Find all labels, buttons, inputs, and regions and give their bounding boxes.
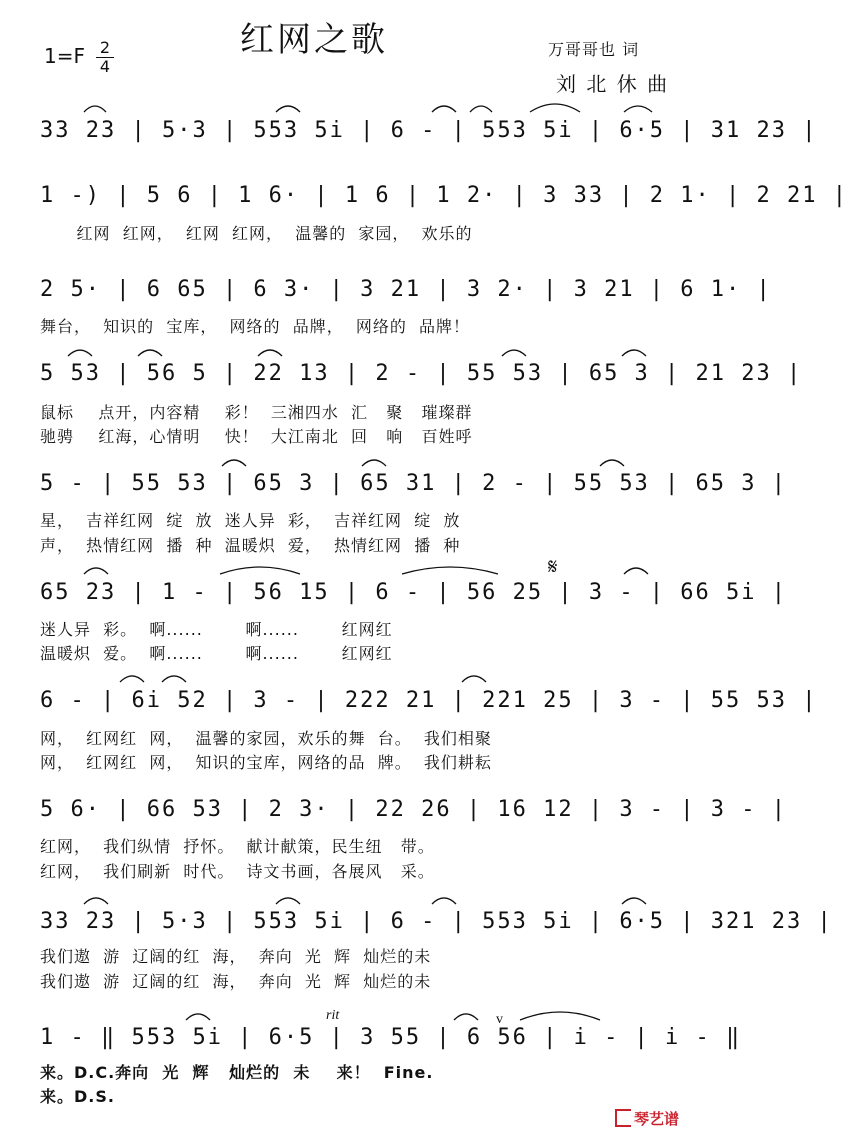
lyric-line-2a: 红网 红网， 红网 红网， 温馨的 家园， 欢乐的 xyxy=(40,224,473,243)
lyric-line-5b: 声， 热情红网 播 种 温暖炽 爱， 热情红网 播 种 xyxy=(40,536,461,555)
notation-line-4: 5 53 | 56 5 | 22 13 | 2 - | 55 53 | 65 3 | 21 23 | xyxy=(40,361,803,386)
notation-line-2: 1 -) | 5 6 | 1 6· | 1 6 | 1 2· | 3 33 | 2 1· | 2 21 | xyxy=(40,183,848,208)
notation-line-10: 1 - ‖ 553 5i | 6·5 | 3 55 | 6 56 | i - | i - ‖ xyxy=(40,1025,742,1050)
notation-line-6: 65 23 | 1 - | 56 15 | 6 - | 56 25 | 3 - | 66 5i | xyxy=(40,580,788,605)
lyric-line-3a: 舞台， 知识的 宝库， 网络的 品牌， 网络的 品牌！ xyxy=(40,317,471,336)
notation-line-7: 6 - | 6i 52 | 3 - | 222 21 | 221 25 | 3 - | 55 53 | xyxy=(40,688,818,713)
time-signature-top: 2 xyxy=(99,38,111,57)
composer-credit: 刘 北 休 曲 xyxy=(556,72,670,96)
song-title: 红网之歌 xyxy=(240,20,388,60)
breath-mark: v xyxy=(496,1012,503,1027)
lyric-line-8b: 红网， 我们刷新 时代。 诗文书画，各展风 采。 xyxy=(40,862,435,881)
notation-line-1: 33 23 | 5·3 | 553 5i | 6 - | 553 5i | 6·5 | 31 23 | xyxy=(40,118,818,143)
notation-line-8: 5 6· | 66 53 | 2 3· | 22 26 | 16 12 | 3 - | 3 - | xyxy=(40,797,788,822)
logo-icon xyxy=(615,1109,631,1127)
lyric-line-9a: 我们遨 游 辽阔的红 海， 奔向 光 辉 灿烂的未 xyxy=(40,947,432,966)
notation-line-9: 33 23 | 5·3 | 553 5i | 6 - | 553 5i | 6·5 | 321 23 | xyxy=(40,909,833,934)
ritardando-mark: rit xyxy=(326,1008,340,1023)
lyric-line-6b: 温暖炽 爱。 啊...... 啊...... 红网红 xyxy=(40,644,393,663)
notation-line-5: 5 - | 55 53 | 65 3 | 65 31 | 2 - | 55 53 | 65 3 | xyxy=(40,471,788,496)
lyric-line-10b: 来。D.S. xyxy=(40,1087,115,1106)
lyric-line-4b: 驰骋 红海，心情明 快！ 大江南北 回 响 百姓呼 xyxy=(40,427,473,446)
lyric-line-7b: 网， 红网红 网， 知识的宝库，网络的品 牌。 我们耕耘 xyxy=(40,753,492,772)
lyric-line-10a: 来。D.C.奔向 光 辉 灿烂的 未 来！ Fine. xyxy=(40,1063,434,1082)
lyric-line-7a: 网， 红网红 网， 温馨的家园，欢乐的舞 台。 我们相聚 xyxy=(40,729,492,748)
lyric-line-8a: 红网， 我们纵情 抒怀。 献计献策，民生纽 带。 xyxy=(40,837,435,856)
lyric-line-6a: 迷人异 彩。 啊...... 啊...... 红网红 xyxy=(40,620,393,639)
lyric-line-4a: 鼠标 点开，内容精 彩！ 三湘四水 汇 聚 璀璨群 xyxy=(40,403,473,422)
lyric-line-5a: 星， 吉祥红网 绽 放 迷人异 彩， 吉祥红网 绽 放 xyxy=(40,511,461,530)
watermark-logo: 琴艺谱 xyxy=(615,1108,679,1129)
notation-line-3: 2 5· | 6 65 | 6 3· | 3 21 | 3 2· | 3 21 | 6 1· | xyxy=(40,277,772,302)
time-signature-bottom: 4 xyxy=(99,57,111,76)
lyricist-credit: 万哥哥也 词 xyxy=(548,40,640,59)
segno-mark: 𝄋 xyxy=(548,554,558,579)
key-signature: 1=F xyxy=(44,44,85,68)
lyric-line-9b: 我们遨 游 辽阔的红 海， 奔向 光 辉 灿烂的未 xyxy=(40,972,432,991)
